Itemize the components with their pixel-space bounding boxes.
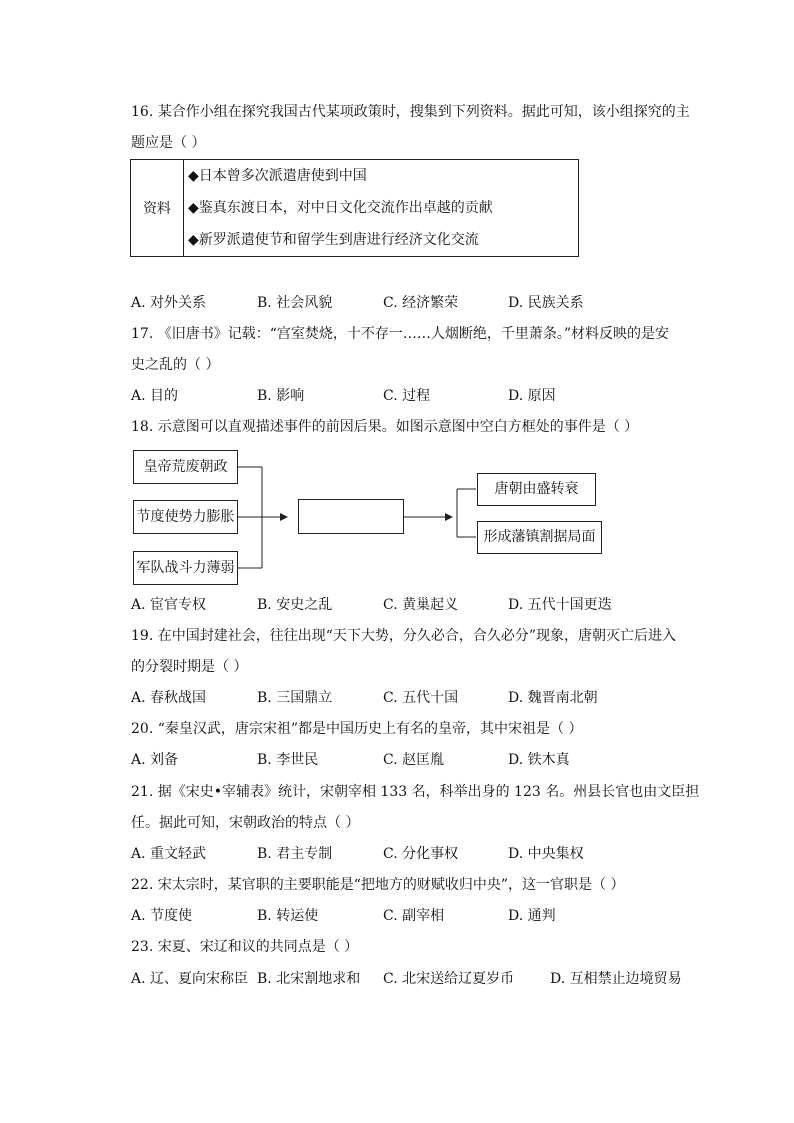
q18-cause-box: 皇帝荒废朝政 [133, 450, 238, 484]
q18-stem-line1: 18. 示意图可以直观描述事件的前因后果。如图示意图中空白方框处的事件是（ ） [131, 419, 639, 435]
q19-option-b[interactable]: B. 三国鼎立 [257, 690, 333, 706]
q21-option-b[interactable]: B. 君主专制 [257, 846, 333, 862]
q19-options [131, 688, 731, 708]
q21-option-d[interactable]: D. 中央集权 [508, 846, 584, 862]
q23-option-c[interactable]: C. 北宋送给辽夏岁币 [383, 971, 515, 987]
q16-table-item: ◆新罗派遣使节和留学生到唐进行经济文化交流 [188, 232, 479, 248]
q19-stem-line1: 19. 在中国封建社会，往往出现“天下大势，分久必合，合久必分”现象，唐朝灭亡后进入 [131, 628, 677, 644]
q22-option-c[interactable]: C. 副宰相 [383, 908, 445, 924]
q16-table-item: ◆日本曾多次派遣唐使到中国 [188, 168, 367, 184]
q16-option-c[interactable]: C. 经济繁荣 [383, 295, 459, 311]
q22-option-b[interactable]: B. 转运使 [257, 908, 319, 924]
q21-stem-line1: 21. 据《宋史•宰辅表》统计，宋朝宰相 133 名，科举出身的 123 名。州县长官也由文臣担 [131, 784, 700, 800]
q18-cause-box: 节度使势力膨胀 [133, 500, 238, 534]
q17-option-d[interactable]: D. 原因 [508, 388, 556, 404]
q19-stem-line2: 的分裂时期是（ ） [131, 659, 248, 675]
q20-option-d[interactable]: D. 铁木真 [508, 752, 570, 768]
q16-table-item: ◆鉴真东渡日本，对中日文化交流作出卓越的贡献 [188, 200, 493, 216]
q21-option-c[interactable]: C. 分化事权 [383, 846, 459, 862]
q21-options [131, 844, 731, 864]
q22-option-d[interactable]: D. 通判 [508, 908, 556, 924]
q18-blank-event-box[interactable] [298, 499, 404, 534]
q18-option-d[interactable]: D. 五代十国更迭 [508, 597, 612, 613]
q16-option-b[interactable]: B. 社会风貌 [257, 295, 333, 311]
q18-option-a[interactable]: A. 宦官专权 [131, 597, 207, 613]
q16-stem-line2: 题应是（ ） [131, 135, 206, 151]
q23-stem-line1: 23. 宋夏、宋辽和议的共同点是（ ） [131, 939, 359, 955]
q23-option-b[interactable]: B. 北宋割地求和 [257, 971, 361, 987]
q23-options [131, 969, 731, 989]
q20-option-c[interactable]: C. 赵匡胤 [383, 752, 445, 768]
q20-option-a[interactable]: A. 刘备 [131, 752, 179, 768]
q17-option-c[interactable]: C. 过程 [383, 388, 431, 404]
q21-stem-line2: 任。据此可知，宋朝政治的特点（ ） [131, 815, 360, 831]
q19-option-c[interactable]: C. 五代十国 [383, 690, 459, 706]
q18-option-b[interactable]: B. 安史之乱 [257, 597, 333, 613]
q16-stem-line1: 16. 某合作小组在探究我国古代某项政策时，搜集到下列资料。据此可知，该小组探究的主 [131, 104, 690, 120]
q20-options [131, 750, 731, 770]
q22-option-a[interactable]: A. 节度使 [131, 908, 193, 924]
q18-options [131, 595, 731, 615]
q16-option-d[interactable]: D. 民族关系 [508, 295, 584, 311]
q23-option-a[interactable]: A. 辽、夏向宋称臣 [131, 971, 249, 987]
q17-option-a[interactable]: A. 目的 [131, 388, 179, 404]
q18-result-box: 唐朝由盛转衰 [477, 473, 596, 506]
q16-option-a[interactable]: A. 对外关系 [131, 295, 207, 311]
q19-option-a[interactable]: A. 春秋战国 [131, 690, 207, 706]
q17-stem-line1: 17. 《旧唐书》记载：“宫室焚烧，十不存一……人烟断绝，千里萧条。”材料反映的是安 [131, 326, 670, 342]
q18-result-box: 形成藩镇割据局面 [477, 521, 602, 554]
q16-table-label: 资料 [131, 160, 184, 257]
q19-option-d[interactable]: D. 魏晋南北朝 [508, 690, 598, 706]
q20-option-b[interactable]: B. 李世民 [257, 752, 319, 768]
q22-options [131, 906, 731, 926]
q22-stem-line1: 22. 宋太宗时，某官职的主要职能是“把地方的财赋收归中央”，这一官职是（ ） [131, 877, 625, 893]
q17-option-b[interactable]: B. 影响 [257, 388, 305, 404]
q18-cause-box: 军队战斗力薄弱 [133, 551, 238, 585]
q23-option-d[interactable]: D. 互相禁止边境贸易 [550, 971, 682, 987]
q21-option-a[interactable]: A. 重文轻武 [131, 846, 207, 862]
q20-stem-line1: 20. “秦皇汉武，唐宗宋祖”都是中国历史上有名的皇帝，其中宋祖是（ ） [131, 721, 583, 737]
q17-stem-line2: 史之乱的（ ） [131, 357, 220, 373]
q18-option-c[interactable]: C. 黄巢起义 [383, 597, 459, 613]
